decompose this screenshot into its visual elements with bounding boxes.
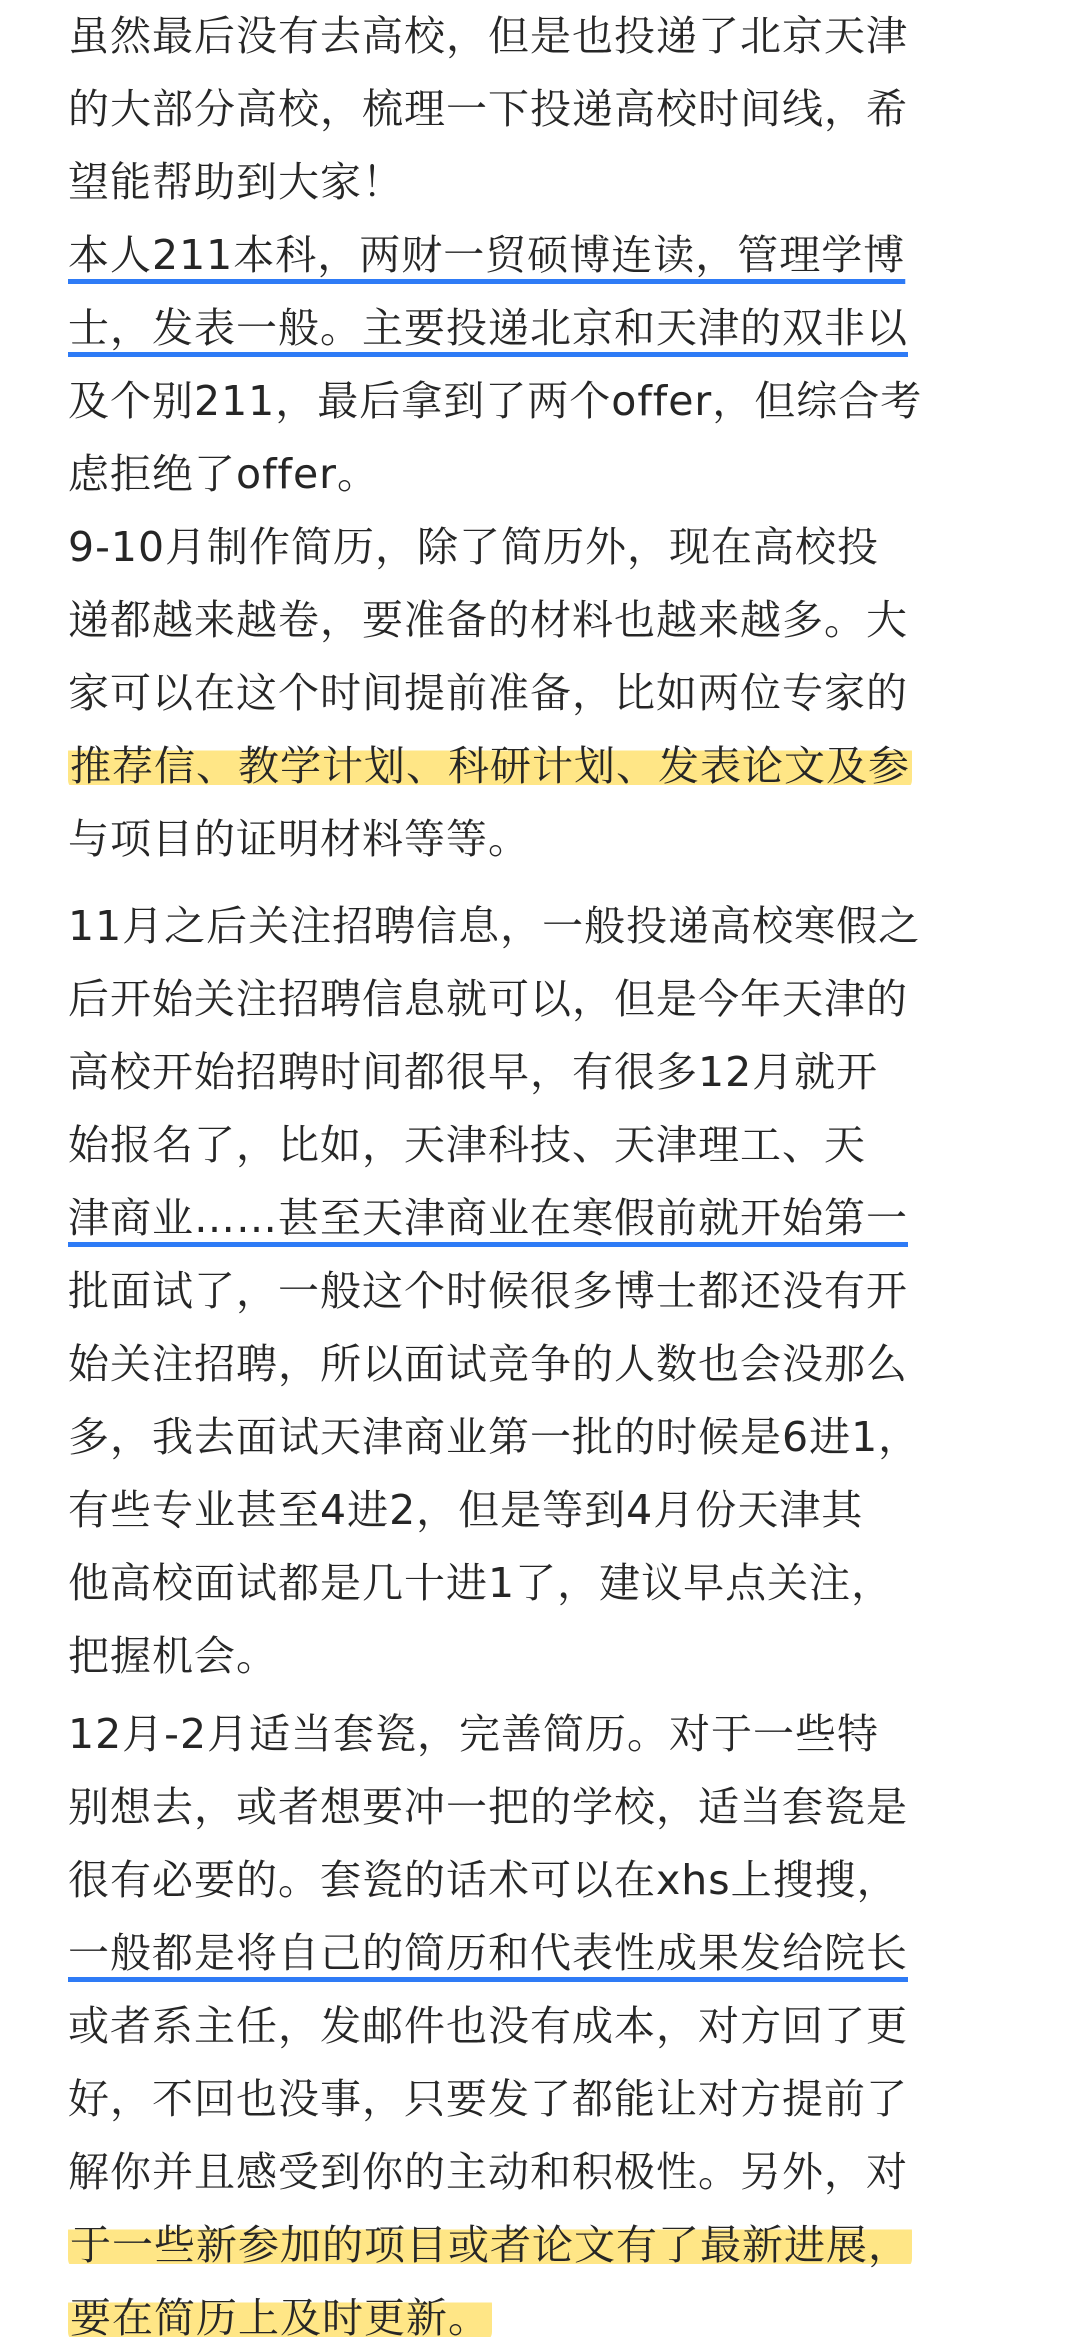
paragraph-intro — [68, 0, 1068, 219]
paragraph-resume-prep — [68, 511, 1068, 876]
text-line: 很有必要的。套瓷的话术可以在xhs上搜搜， — [68, 1856, 899, 1904]
blue-underline-mark: 本人211本科，两财一贸硕博连读，管理学博 — [68, 231, 906, 279]
text-line — [68, 2209, 1068, 2282]
text-line: 11月之后关注招聘信息，一般投递高校寒假之 — [68, 902, 921, 950]
text-line: 后开始关注招聘信息就可以，但是今年天津的 — [68, 975, 908, 1023]
text-line: 望能帮助到大家！ — [68, 158, 404, 206]
text-line: 递都越来越卷，要准备的材料也越来越多。大 — [68, 596, 908, 644]
text-line — [68, 1182, 1068, 1255]
text-line: 解你并且感受到你的主动和积极性。另外，对 — [68, 2148, 908, 2196]
text-line: 的大部分高校，梳理一下投递高校时间线，希 — [68, 85, 908, 133]
paragraph-contact-professors — [68, 1698, 1068, 2346]
text-line: 好，不回也没事，只要发了都能让对方提前了 — [68, 2075, 908, 2123]
blue-underline-mark: 士，发表一般。主要投递北京和天津的双非以 — [68, 304, 908, 352]
text-line: 多，我去面试天津商业第一批的时候是6进1， — [68, 1413, 921, 1461]
yellow-highlight-mark: 要在简历上及时更新。 — [70, 2294, 490, 2342]
text-line: 批面试了，一般这个时候很多博士都还没有开 — [68, 1267, 908, 1315]
text-line: 9-10月制作简历，除了简历外，现在高校投 — [68, 523, 880, 571]
blue-underline-mark: 一般都是将自己的简历和代表性成果发给院长 — [68, 1929, 908, 1977]
text-line: 把握机会。 — [68, 1632, 278, 1680]
text-line: 12月-2月适当套瓷，完善简历。对于一些特 — [68, 1710, 880, 1758]
text-line: 始报名了，比如，天津科技、天津理工、天 — [68, 1121, 866, 1169]
text-line: 他高校面试都是几十进1了，建议早点关注， — [68, 1559, 894, 1607]
text-line: 虽然最后没有去高校，但是也投递了北京天津 — [68, 12, 908, 60]
text-line: 别想去，或者想要冲一把的学校，适当套瓷是 — [68, 1783, 908, 1831]
yellow-highlight-mark: 推荐信、教学计划、科研计划、发表论文及参 — [70, 742, 910, 790]
text-line — [68, 2282, 1068, 2346]
text-line: 有些专业甚至4进2，但是等到4月份天津其 — [68, 1486, 864, 1534]
paragraph-background — [68, 219, 1068, 511]
text-line: 与项目的证明材料等等。 — [68, 815, 530, 863]
yellow-highlight-mark: 于一些新参加的项目或者论文有了最新进展， — [70, 2221, 910, 2269]
text-line — [68, 292, 1068, 365]
paragraph-recruitment-info — [68, 890, 1068, 1693]
text-line — [68, 219, 1068, 292]
text-line: 或者系主任，发邮件也没有成本，对方回了更 — [68, 2002, 908, 2050]
text-line: 高校开始招聘时间都很早，有很多12月就开 — [68, 1048, 879, 1096]
text-line — [68, 1917, 1068, 1990]
blue-underline-mark: 津商业……甚至天津商业在寒假前就开始第一 — [68, 1194, 908, 1242]
text-line: 虑拒绝了offer。 — [68, 450, 380, 498]
text-line — [68, 730, 1068, 803]
text-line: 家可以在这个时间提前准备，比如两位专家的 — [68, 669, 908, 717]
text-line: 及个别211，最后拿到了两个offer，但综合考 — [68, 377, 923, 425]
text-line: 始关注招聘，所以面试竞争的人数也会没那么 — [68, 1340, 908, 1388]
